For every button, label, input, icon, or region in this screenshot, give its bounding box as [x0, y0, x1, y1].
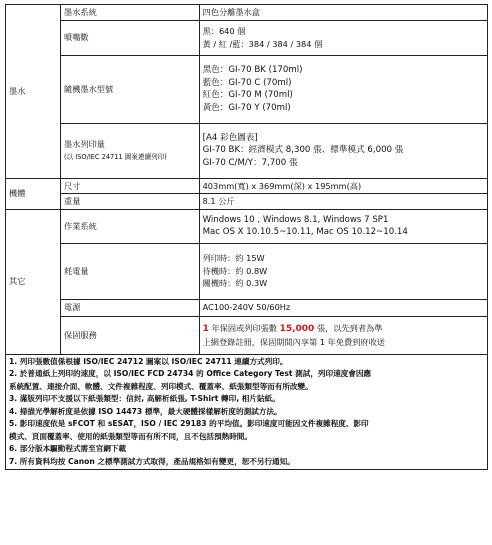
label-ink-models: 隨機墨水型號: [61, 55, 200, 123]
note-item: 5. 影印速度依是 sFCOT 和 sESAT，ISO / IEC 29183 的平均值。影印速度可能因文件複雜程度、影印: [9, 419, 369, 428]
label-ink-count: 噴嘴數: [61, 20, 200, 55]
ink-yield-label: 墨水列印量: [64, 139, 105, 149]
label-power: 電源: [61, 299, 200, 316]
ink-count-line: 黑：640 個: [202, 26, 246, 36]
row-weight: [6, 194, 488, 210]
row-warranty: [6, 316, 488, 354]
note-item: 4. 掃描光學解析度是依據 ISO 14473 標準，最大硬體採樣解析度的測試方法。: [9, 406, 282, 416]
ink-model-line: 藍色：GI-70 C (70ml): [202, 77, 292, 88]
notes-cell: [6, 354, 488, 470]
warranty-line-1: [203, 322, 484, 336]
label-power-use: 耗電量: [61, 243, 200, 299]
warranty-text: 張，以先到者為準: [314, 323, 383, 333]
ink-model-line: 黃色：GI-70 Y (70ml): [202, 102, 291, 113]
power-use-line: 關機時：約 0.3W: [202, 278, 268, 289]
value-weight: 8.1 公斤: [199, 194, 487, 210]
power-use-line: 待機時：約 0.8W: [202, 265, 268, 276]
note-item: 6. 部分版本驅動程式需至官網下載: [9, 444, 127, 453]
spec-table: [5, 4, 488, 470]
category-body: 機體: [6, 178, 61, 209]
row-notes: [6, 354, 488, 470]
row-power-use: [6, 243, 488, 299]
note-item: 系統配置、連接介面、軟體、文件複雜程度、列印模式、覆蓋率、紙張類型等而有所改變。: [9, 381, 313, 391]
category-ink: 墨水: [6, 5, 61, 179]
label-ink-system: 墨水系統: [61, 5, 200, 21]
ink-yield-line: [A4 彩色圖表]: [202, 132, 258, 143]
label-ink-yield: [61, 123, 200, 178]
os-line: Windows 10 , Windows 8.1, Windows 7 SP1: [202, 214, 389, 225]
value-ink-system: 四色分離墨水盒: [199, 5, 487, 21]
os-line: Mac OS X 10.10.5~10.11, Mac OS 10.12~10.14: [202, 227, 408, 237]
value-power-use: [199, 243, 487, 299]
note-item: 2. 於普通紙上列印的速度，以 ISO/IEC FCD 24734 的 Office Category Test 測試，列印速度會因應: [9, 369, 372, 378]
value-ink-count: [199, 20, 487, 55]
value-os: [199, 209, 487, 243]
value-warranty: [199, 316, 487, 354]
ink-model-line: 黑色：GI-70 BK (170ml): [202, 65, 303, 75]
ink-yield-line: GI-70 C/M/Y：7,700 張: [202, 157, 298, 168]
value-ink-models: [199, 55, 487, 123]
category-other: 其它: [6, 209, 61, 354]
warranty-line-2: 上網登錄註冊，保固期間內享第 1 年免費到府收送: [202, 336, 385, 347]
spec-sheet: [5, 4, 488, 470]
ink-count-line: 黃 / 紅 /藍：384 / 384 / 384 個: [202, 38, 323, 49]
ink-model-line: 紅色：GI-70 M (70ml): [202, 90, 293, 100]
note-item: 模式、頁面覆蓋率、使用的紙張類型等而有所不同，且不包括預熱時間。: [9, 431, 252, 441]
row-os: [6, 209, 488, 243]
note-item: 1. 列印張數值係根據 ISO/IEC 24712 圖案以 ISO/IEC 24711 連續方式列印。: [9, 356, 288, 366]
row-size: [6, 178, 488, 194]
note-item: 3. 滿版列印不支援以下紙張類型：信封, 高解析紙張, T-Shirt 轉印, 相片貼紙。: [9, 394, 280, 403]
value-size: 403mm(寬) x 369mm(深) x 195mm(高): [199, 178, 487, 194]
warranty-years: 1: [202, 324, 209, 334]
value-power: AC100-240V 50/60Hz: [199, 299, 487, 316]
warranty-text: 年保固或列印張數: [208, 323, 280, 333]
warranty-pages: 15,000: [279, 324, 315, 334]
label-os: 作業系統: [61, 209, 200, 243]
row-ink-system: [6, 5, 488, 21]
power-use-line: 列印時：約 15W: [202, 253, 265, 264]
row-ink-yield: [6, 123, 488, 178]
row-ink-count: [6, 20, 488, 55]
note-item: 7. 所有資料均按 Canon 之標準測試方式取得，產品規格如有變更，恕不另行通知。: [9, 456, 295, 466]
row-ink-models: [6, 55, 488, 123]
label-size: 尺寸: [61, 178, 200, 194]
label-weight: 重量: [61, 194, 200, 210]
row-power: [6, 299, 488, 316]
value-ink-yield: [199, 123, 487, 178]
ink-yield-line: GI-70 BK：經濟模式 8,300 張、標準模式 6,000 張: [202, 145, 404, 156]
ink-yield-sublabel: (以 ISO/IEC 24711 圖案連續列印): [64, 152, 167, 161]
label-warranty: 保固服務: [61, 316, 200, 354]
